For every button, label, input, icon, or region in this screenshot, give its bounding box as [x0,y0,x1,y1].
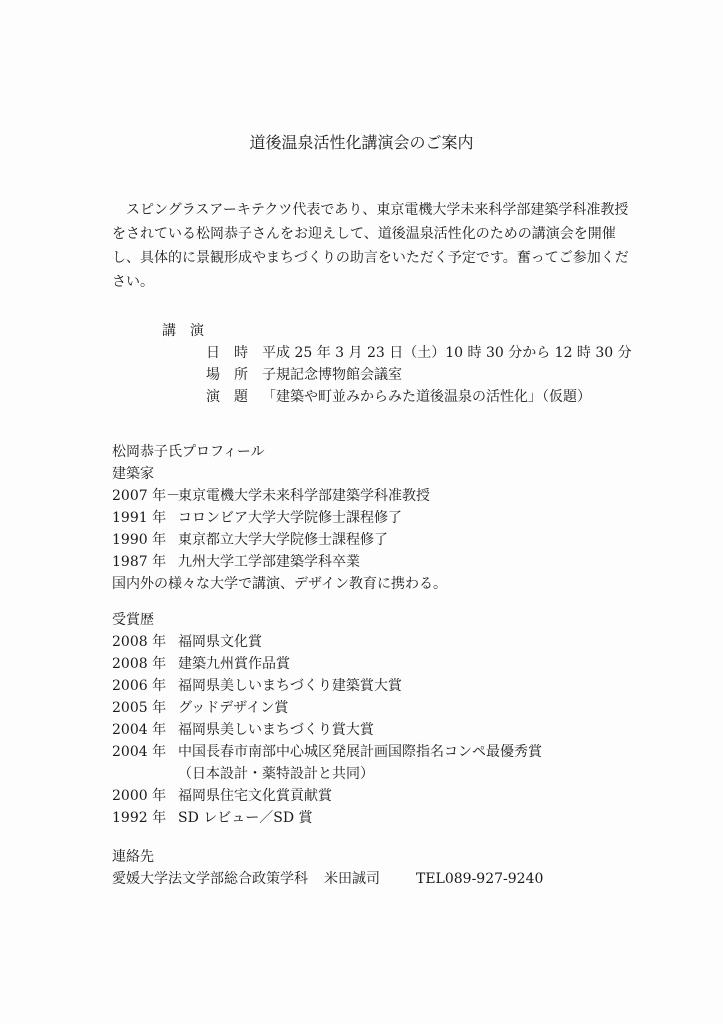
contact-person: 米田誠司 [324,871,380,887]
profile-year: 2007 年－ [112,488,181,504]
profile-item [112,507,402,527]
profile-text: コロンビア大学大学院修士課程修了 [178,510,402,526]
contact-heading: 連絡先 [112,849,154,865]
award-item [112,653,290,673]
award-item [112,697,288,717]
award-note: （日本設計・薬特設計と共同） [178,766,374,782]
lecture-venue-row [206,364,402,384]
datetime-label: 日 時 [206,345,248,361]
profile-year: 1987 年 [112,554,167,570]
document-title: 道後温泉活性化講演会のご案内 [249,133,474,152]
award-year: 1992 年 [112,810,167,826]
award-item [112,741,542,761]
profile-item [112,485,430,505]
award-year: 2004 年 [112,722,167,738]
profile-role: 建築家 [112,466,154,482]
venue-label: 場 所 [206,367,248,383]
profile-year: 1990 年 [112,532,167,548]
award-text: グッドデザイン賞 [178,700,289,716]
profile-text: 東京電機大学未来科学部建築学科准教授 [178,488,430,504]
intro-paragraph: スピングラスアーキテクツ代表であり、東京電機大学未来科学部建築学科准教授をされている松岡恭子さんをお迎えして、道後温泉活性化のための講演会を開催し、具体的に景観形成やまちづくりの助言をいただく予定です。奮ってご参加ください。 [112,202,629,290]
profile-heading: 松岡恭子氏プロフィール [112,444,265,460]
contact-tel: TEL089-927-9240 [416,871,544,887]
awards-heading: 受賞歴 [112,612,154,628]
topic-label: 演 題 [206,389,248,405]
lecture-datetime-row [206,342,632,362]
profile-item [112,551,360,571]
award-item [112,719,374,739]
award-year: 2008 年 [112,634,167,650]
topic-value: 「建築や町並みからみた道後温泉の活性化」（仮題） [262,389,591,405]
profile-text: 東京都立大学大学院修士課程修了 [178,532,388,548]
award-text: SD レビュー／SD 賞 [178,810,313,826]
award-year: 2005 年 [112,700,167,716]
award-text: 福岡県文化賞 [178,634,262,650]
venue-value: 子規記念博物館会議室 [262,367,402,383]
award-text: 福岡県住宅文化賞貢献賞 [178,788,332,804]
lecture-topic-row [206,386,591,406]
lecture-heading: 講 演 [162,323,204,339]
profile-item [112,529,388,549]
award-text: 福岡県美しいまちづくり建築賞大賞 [178,678,402,694]
award-item [112,675,402,695]
award-item [112,785,332,805]
profile-text: 九州大学工学部建築学科卒業 [178,554,360,570]
award-text: 中国長春市南部中心城区発展計画国際指名コンペ最優秀賞 [178,744,542,760]
award-text: 建築九州賞作品賞 [178,656,290,672]
award-text: 福岡県美しいまちづくり賞大賞 [178,722,374,738]
award-year: 2000 年 [112,788,167,804]
award-year: 2008 年 [112,656,167,672]
award-item [112,807,313,827]
contact-org: 愛媛大学法文学部総合政策学科 [112,871,308,887]
award-year: 2006 年 [112,678,167,694]
contact-line [112,868,543,888]
award-year: 2004 年 [112,744,167,760]
profile-summary: 国内外の様々な大学で講演、デザイン教育に携わる。 [112,576,448,592]
award-item [112,631,262,651]
datetime-value: 平成 25 年 3 月 23 日（土）10 時 30 分から 12 時 30 分 [262,345,632,361]
profile-year: 1991 年 [112,510,167,526]
